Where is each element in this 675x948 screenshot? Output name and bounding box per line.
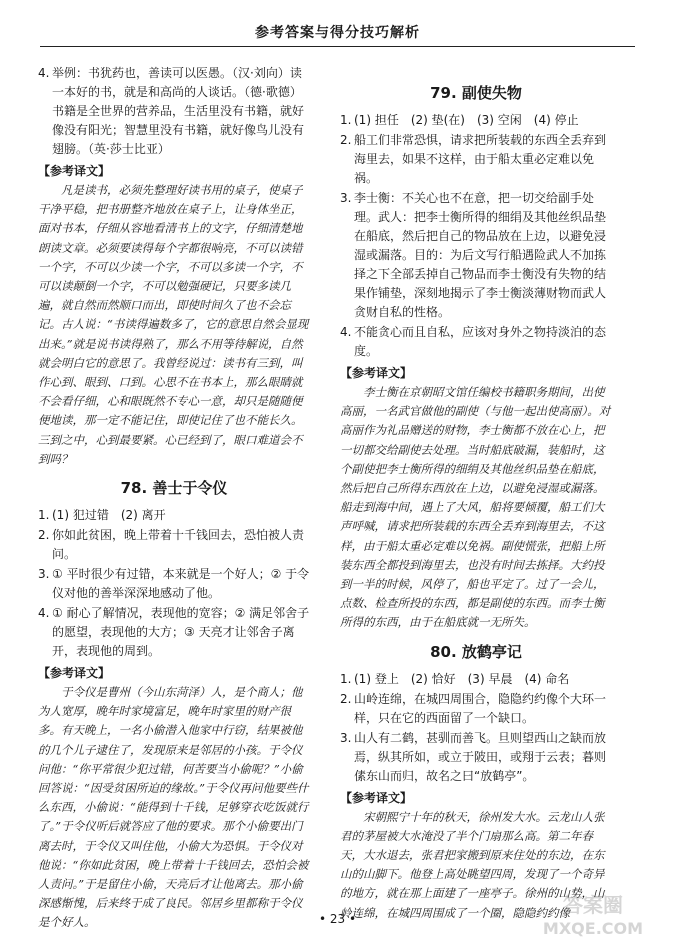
translation-text: 于令仪是曹州（今山东菏泽）人，是个商人；他为人宽厚，晚年时家境富足，晚年时家里的财产很多。有天晚上，一名小偷潜入他家中行窃，结果被他的几个儿子逮住了，发现原来是邻居的小孩。于令仪问他：“你平常很少犯过错，何苦要当小偷呢？”小偷回答说：“因受贫困所迫的缘故。”于令仪再问他要些什么东西，小偷说：“能得到十千钱，足够穿衣吃饭就行了。”于令仪听后就答应了他的要求。那个小偷要出门离去时，于令仪又叫住他，小偷大为恐惧。于令仪对他说：“你如此贫困，晚上带着十千钱回去，恐怕会被人责问。”于是留住小偷，天亮后才让他离去。那小偷深感惭愧，后来终于成了良民。邻居乡里都称于令仪是个好人。 xyxy=(38,685,309,930)
item-text: (1) 登上 (2) 恰好 (3) 早晨 (4) 命名 xyxy=(354,671,570,686)
item-text: 船工们非常恐惧，请求把所装载的东西全丢弃到海里去，如果不这样，由于船太重必定难以免祸。 xyxy=(354,133,607,185)
item-number: 4. xyxy=(38,66,50,80)
s80-answers xyxy=(340,670,612,786)
reference-translation-tag: 【参考译文】 xyxy=(38,666,111,681)
item-number: 3. xyxy=(38,567,50,582)
answer-item xyxy=(38,526,310,564)
item-text: (1) 犯过错 (2) 离开 xyxy=(52,508,166,523)
reference-translation-tag: 【参考译文】 xyxy=(340,790,413,805)
item-text: 举例：书犹药也，善读可以医愚。（汉·刘向）读一本好的书，就是和高尚的人谈话。（德·歌德）书籍是全世界的营养品，生活里没有书籍，就好像没有阳光；智慧里没有书籍，就好像鸟儿没有翅膀。（英·莎士比亚） xyxy=(52,66,305,156)
answer-item xyxy=(340,111,612,130)
item-number: 4. xyxy=(340,325,352,339)
answer-item xyxy=(340,690,612,728)
header-rule xyxy=(40,46,635,47)
item-text: 山人有二鹤，甚驯而善飞。旦则望西山之缺而放焉，纵其所如，或立于陂田，或翔于云表；暮则傃东山而归，故名之曰“放鹤亭”。 xyxy=(354,730,607,783)
translation-text: 李士衡在京朝昭文馆任编校书籍职务期间，出使高丽，一名武官做他的副使（与他一起出使高丽）。对高丽作为礼品赠送的财物，李士衡都不放在心上，把一切都交给副使去处理。当时船底破漏，装船时，这个副使把李士衡所得的细绢及其他丝织品垫在船底，然后把自己所得东西放在上边，以避免浸湿或漏落。船走到海中间，遇上了大风，船将要倾覆，船工们大声呼喊，请求把所装载的东西全丢弃到海里去，不这样，由于船太重必定难以免祸。副使慌张，把船上所装东西全都投到海里去，也没有时间去拣择。大约投到一半的时候，风停了，船也平定了。过了一会儿，点数、检查所投的东西，都是副使的东西。而李士衡所得的东西，由于在船底就一无所失。 xyxy=(340,385,611,630)
answer-item xyxy=(340,670,612,689)
answer-item xyxy=(38,565,310,603)
watermark-logo xyxy=(523,890,663,942)
item-number: 3. xyxy=(340,191,352,205)
page-header: 参考答案与得分技巧解析 xyxy=(255,25,420,41)
translation-text: 宋朝熙宁十年的秋天，徐州发大水。云龙山人张君的茅屋被大水淹没了半个门扇那么高。第二年春天，大水退去，张君把家搬到原来住处的东边，在东山的山脚下。他登上高处眺望四周，发现了一个奇异的地方，就在那上面建了一座亭子。徐州的山势，山岭连绵，在城四周围成了一个圈，隐隐约约像 xyxy=(340,809,605,920)
q77-item-4 xyxy=(38,64,310,159)
right-column xyxy=(340,64,612,923)
answer-item xyxy=(340,131,612,188)
item-number: 1. xyxy=(340,671,352,686)
s78-answers xyxy=(38,506,310,661)
left-column xyxy=(38,64,310,933)
item-text: ① 耐心了解情况，表现他的宽容；② 满足邻舍子的愿望，表现他的大方；③ 天亮才让邻舍子离开，表现他的周到。 xyxy=(52,606,310,659)
item-number: 2. xyxy=(340,133,352,147)
answer-item xyxy=(340,189,612,322)
answer-item xyxy=(38,604,310,661)
item-text: 山岭连绵，在城四周围合，隐隐约约像个大环一样，只在它的西面留了一个缺口。 xyxy=(354,691,607,725)
item-number: 1. xyxy=(38,508,50,523)
item-number: 4. xyxy=(38,606,50,621)
svg-text:答案圈: 答案圈 xyxy=(563,893,623,917)
answer-item xyxy=(340,323,612,361)
item-text: 李士衡：不关心也不在意，把一切交给副手处理。武人：把李士衡所得的细绢及其他丝织品垫在船底，然后把自己的物品放在上边，以避免浸湿或漏落。目的：为后文写行船遇险武人不加拣择之下全部丢掉自己物品而李士衡没有失物的结果作铺垫，深刻地揭示了李士衡淡薄财物而武人贪财自私的性格。 xyxy=(354,191,607,319)
reference-translation-tag: 【参考译文】 xyxy=(38,164,111,178)
answer-item xyxy=(38,506,310,525)
s79-answers xyxy=(340,111,612,361)
item-number: 2. xyxy=(340,691,352,706)
answer-item xyxy=(340,729,612,786)
item-text: 不能贪心而且自私，应该对身外之物持淡泊的态度。 xyxy=(354,325,607,358)
page-number: • 23 • xyxy=(318,912,357,926)
item-number: 1. xyxy=(340,113,352,127)
svg-text:MXQE.COM: MXQE.COM xyxy=(542,919,644,938)
section-title-79: 79. 副使失物 xyxy=(430,84,522,102)
section-title-78: 78. 善士于令仪 xyxy=(120,479,228,498)
item-text: 你如此贫困，晚上带着十千钱回去，恐怕被人责问。 xyxy=(52,528,305,562)
translation-text: 凡是读书，必须先整理好读书用的桌子，使桌子干净平稳，把书册整齐地放在桌子上，让身体坐正，面对书本，仔细从容地看清书上的文字，仔细清楚地朗读文章。必须要读得每个字都很响亮，不可以读错一个字，不可以少读一个字，不可以多读一个字，不可以读颠倒一个字，不可以勉强硬记，只要多读几遍，就自然而然顺口而出，即使时间久了也不会忘记。古人说：“书读得遍数多了，它的意思自然会显现出来。”就是说书读得熟了，那么不用等待解说，自然就会明白它的意思了。我曾经说过：读书有三到，叫作心到、眼到、口到。心思不在书本上，那么眼睛就不会看仔细，心和眼既然不专心一意，却只是随随便便地读，那一定不能记住，即使记住了也不能长久。三到之中，心到最要紧。心已经到了，眼口难道会不到吗？ xyxy=(38,183,309,466)
item-number: 2. xyxy=(38,528,50,543)
item-text: (1) 担任 (2) 垫(在) (3) 空闲 (4) 停止 xyxy=(354,113,579,127)
item-number: 3. xyxy=(340,730,352,745)
section-title-80: 80. 放鹤亭记 xyxy=(430,642,522,661)
reference-translation-tag: 【参考译文】 xyxy=(340,366,413,380)
item-text: ① 平时很少有过错，本来就是一个好人；② 于令仪对他的善举深深地感动了他。 xyxy=(52,567,310,601)
